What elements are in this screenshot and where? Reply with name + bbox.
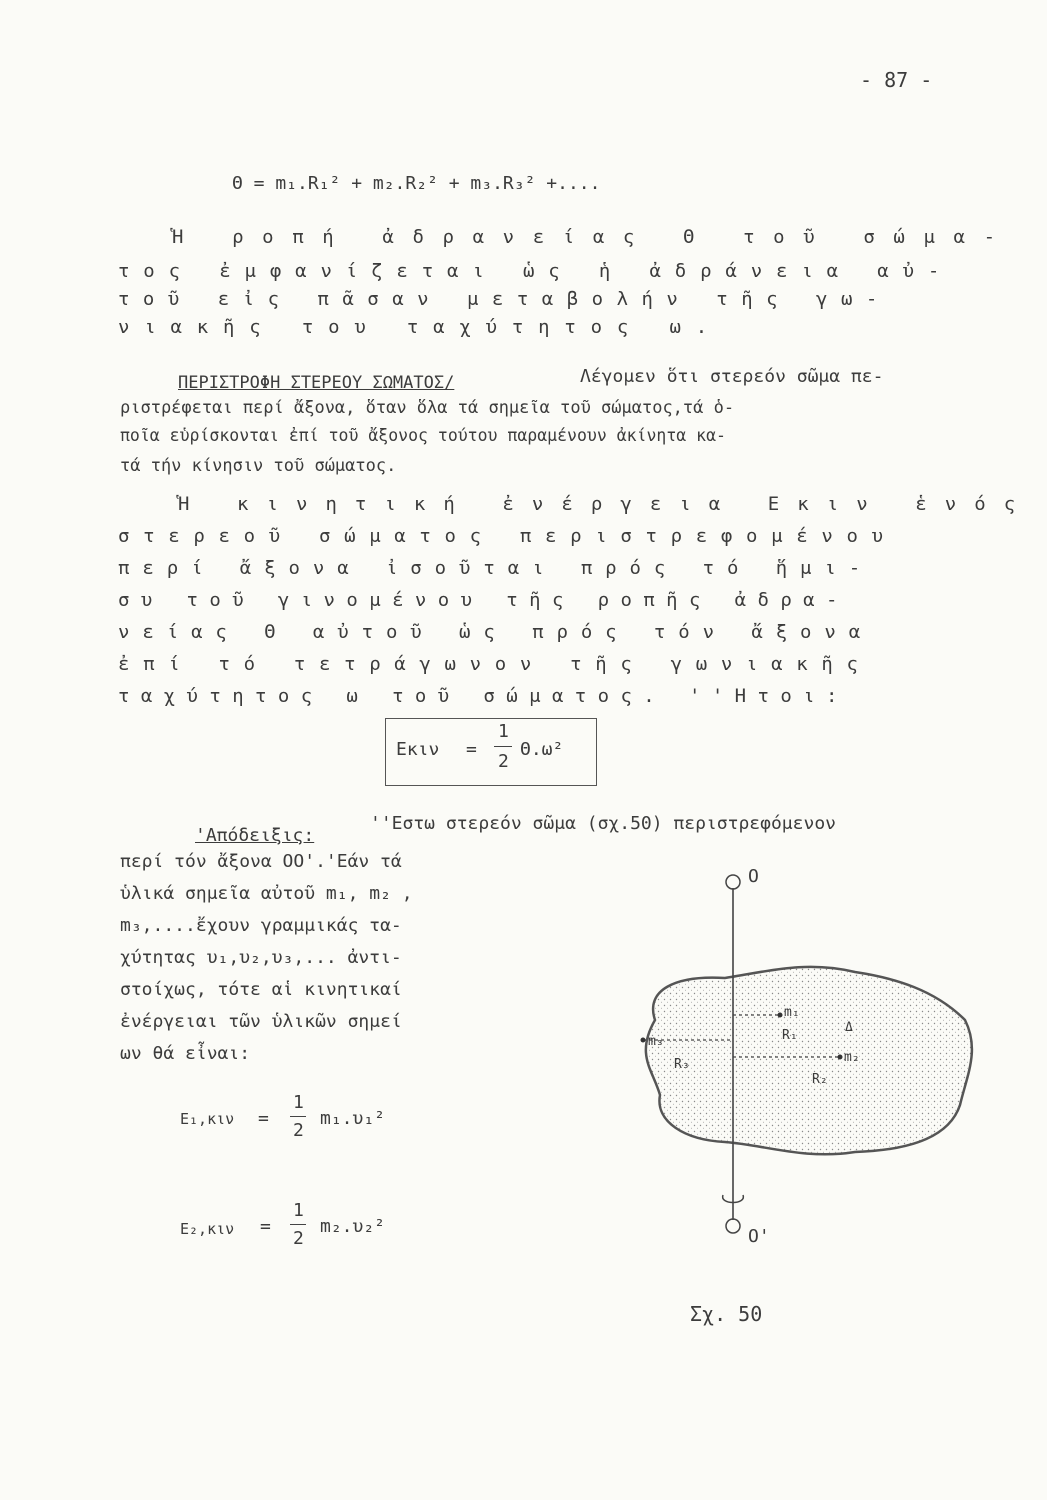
axis-top-point — [726, 875, 740, 889]
proof-label: 'Απόδειξις: — [195, 825, 315, 846]
paragraph-line: χύτητας υ₁,υ₂,υ₃,... ἀντι- — [120, 947, 402, 968]
paragraph-line: νιακῆς του ταχύτητος ω. — [118, 316, 722, 338]
paragraph-line: ''Εστω στερεόν σῶμα (σχ.50) περιστρεφόμενον — [370, 813, 836, 834]
paragraph-line: Λέγομεν ὅτι στερεόν σῶμα πε- — [580, 366, 884, 387]
formula-equals: = — [466, 739, 477, 760]
paragraph-line: ἐνέργειαι τῶν ὑλικῶν σημεί — [120, 1011, 402, 1032]
paragraph-line: τος ἐμφανίζεται ὡς ἡ ἀδράνεια αὐ- — [118, 260, 954, 282]
solid-body-shape — [646, 967, 972, 1154]
label-r3: R₃ — [674, 1057, 690, 1072]
label-delta: Δ — [845, 1020, 853, 1035]
eq2-denominator: 2 — [293, 1228, 304, 1249]
fraction-bar — [290, 1224, 306, 1225]
formula-rhs: Θ.ω² — [520, 739, 564, 760]
point-m1 — [778, 1013, 783, 1018]
paragraph-line: ριστρέφεται περί ἄξονα, ὅταν ὅλα τά σημεῖα τοῦ σώματος,τά ὁ- — [120, 398, 735, 418]
section-heading: ΠΕΡΙΣΤΡΟΦΗ ΣΤΕΡΕΟΥ ΣΩΜΑΤΟΣ/ — [178, 373, 455, 393]
formula-numerator: 1 — [498, 721, 509, 742]
paragraph-line: m₃,....ἔχουν γραμμικάς τα- — [120, 915, 402, 936]
paragraph-line: Ἡ κινητική ἐνέργεια Εκιν ἑνός — [178, 493, 1034, 515]
formula-lhs: Εκιν — [396, 739, 440, 760]
equation-e2 — [180, 1200, 420, 1252]
paragraph-line: ὑλικά σημεῖα αὐτοῦ m₁, m₂ , — [120, 883, 413, 904]
point-m2 — [838, 1055, 843, 1060]
paragraph-line: στερεοῦ σώματος περιστρεφομένου — [118, 525, 897, 547]
eq2-lhs: Ε₂,κιν — [180, 1220, 235, 1238]
label-m1: m₁ — [784, 1005, 800, 1020]
kinetic-energy-formula-box — [385, 718, 597, 786]
paragraph-line: τά τήν κίνησιν τοῦ σώματος. — [120, 456, 397, 476]
paragraph-line: ἐπί τό τετράγωνον τῆς γωνιακῆς — [118, 653, 872, 675]
paragraph-line: ων θά εἶναι: — [120, 1043, 251, 1064]
paragraph-line: ταχύτητος ω τοῦ σώματος. ''Ητοι: — [118, 685, 849, 707]
paragraph-line: στοίχως, τότε αἱ κινητικαί — [120, 979, 402, 1000]
paragraph-line: Ἡ ροπή ἀδρανείας Θ τοῦ σώμα- — [172, 226, 1014, 248]
axis-bottom-point — [726, 1219, 740, 1233]
moment-of-inertia-formula: Θ = m₁.R₁² + m₂.R₂² + m₃.R₃² +.... — [232, 173, 601, 194]
equation-e1 — [180, 1092, 420, 1144]
eq1-denominator: 2 — [293, 1120, 304, 1141]
axis-bottom-label: O' — [748, 1226, 770, 1247]
eq1-equals: = — [258, 1108, 269, 1129]
eq1-lhs: Ε₁,κιν — [180, 1110, 235, 1128]
fraction-bar — [290, 1116, 306, 1117]
eq1-rhs: m₁.υ₁² — [320, 1108, 386, 1129]
label-r1: R₁ — [782, 1028, 798, 1043]
paragraph-line: περί τόν ἄξονα ΟΟ'.'Εάν τά — [120, 851, 402, 872]
label-r2: R₂ — [812, 1072, 828, 1087]
paragraph-line: ποῖα εὑρίσκονται ἐπί τοῦ ἄξονος τούτου παραμένουν ἀκίνητα κα- — [120, 426, 726, 445]
axis-top-label: O — [748, 866, 759, 887]
eq1-numerator: 1 — [293, 1092, 304, 1113]
page-number: - 87 - — [860, 68, 933, 92]
paragraph-line: συ τοῦ γινομένου τῆς ροπῆς ἀδρα- — [118, 589, 849, 611]
point-m3 — [641, 1038, 646, 1043]
eq2-equals: = — [260, 1216, 271, 1237]
paragraph-line: νείας Θ αὐτοῦ ὡς πρός τόν ἄξονα — [118, 621, 874, 643]
fraction-bar — [494, 746, 512, 747]
eq2-numerator: 1 — [293, 1200, 304, 1221]
paragraph-line: τοῦ εἰς πᾶσαν μεταβολήν τῆς γω- — [118, 288, 891, 310]
paragraph-line: περί ἄξονα ἰσοῦται πρός τό ἥμι- — [118, 557, 874, 579]
label-m2: m₂ — [844, 1050, 860, 1065]
label-m3: m₃ — [648, 1034, 664, 1049]
eq2-rhs: m₂.υ₂² — [320, 1216, 386, 1237]
formula-denominator: 2 — [498, 751, 509, 772]
figure-caption: Σχ. 50 — [690, 1302, 763, 1326]
figure-50-rotating-body — [615, 860, 995, 1260]
